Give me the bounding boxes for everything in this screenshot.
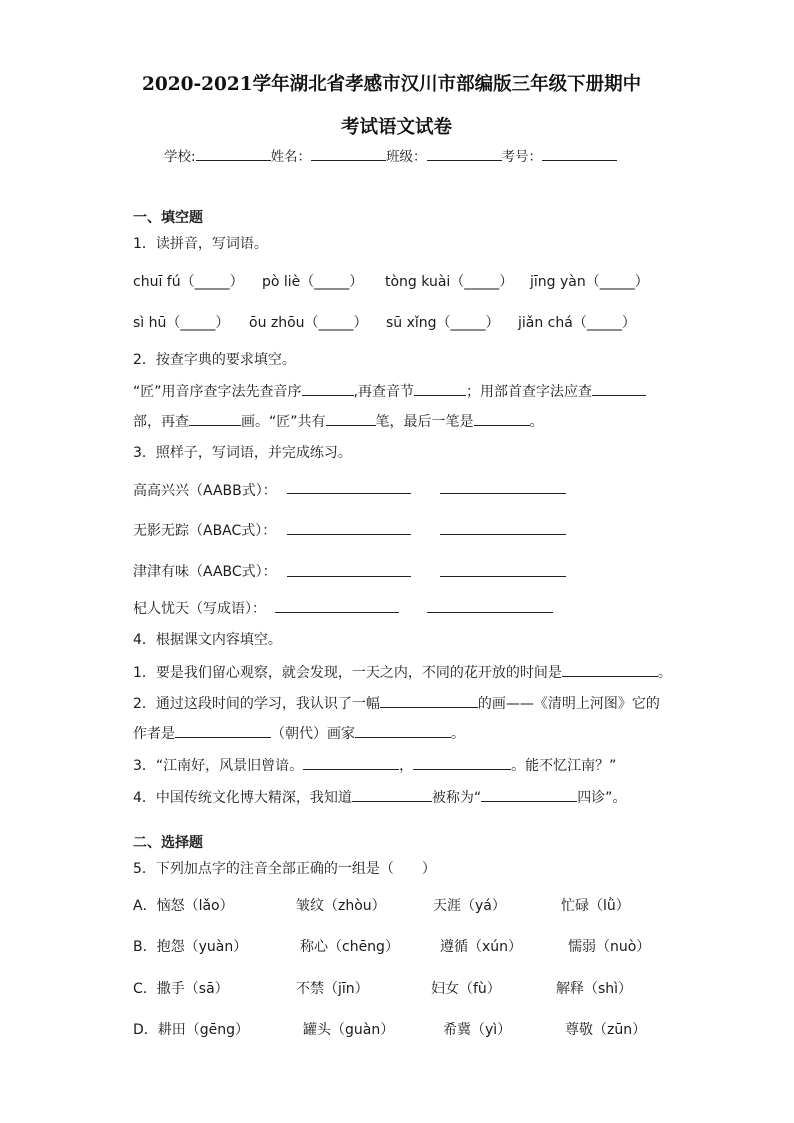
option-a-item: 皱纹（zhòu）	[296, 898, 386, 914]
option-c-item: 不禁（jīn）	[296, 981, 369, 997]
q4-text: （朝代）画家	[271, 726, 355, 742]
option-a-item[interactable]: A．恼怒（lǎo）	[133, 898, 234, 914]
pinyin-item: jiǎn chá（_____）	[518, 315, 636, 331]
exam-title-line2: 考试语文试卷	[341, 117, 453, 138]
q4-sentence-1	[133, 661, 672, 682]
option-c-item[interactable]: C．撒手（sā）	[133, 981, 229, 997]
answer-blank[interactable]	[189, 410, 241, 426]
answer-blank[interactable]	[440, 576, 566, 577]
q2-text: ；用部首查字法应查	[465, 384, 592, 400]
q4-sentence-4	[133, 786, 626, 807]
answer-blank[interactable]	[440, 493, 566, 494]
answer-blank[interactable]	[380, 692, 478, 708]
q2-text: 画。“匠”共有	[241, 414, 326, 430]
pinyin-item: sì hū（_____）	[133, 315, 230, 331]
answer-blank[interactable]	[352, 786, 432, 802]
question-2-line2	[133, 410, 544, 431]
q4-text: 1．要是我们留心观察，就会发现，一天之内，不同的花开放的时间是	[133, 665, 562, 681]
q4-text: 被称为“	[431, 790, 482, 806]
pinyin-item: tòng kuài（_____）	[385, 274, 514, 290]
exam-title-line1: 2020-2021学年湖北省孝感市汉川市部编版三年级下册期中	[142, 74, 642, 95]
option-b-item: 懦弱（nuò）	[568, 939, 651, 955]
question-2-line1	[133, 380, 646, 401]
q4-text: 作者是	[133, 726, 175, 742]
q2-text: 部，再查	[133, 414, 189, 430]
option-b-item: 遵循（xún）	[440, 939, 523, 955]
q4-sentence-3	[133, 754, 616, 775]
question-4-prompt: 4．根据课文内容填空。	[133, 632, 282, 648]
question-2-prompt: 2．按查字典的要求填空。	[133, 352, 296, 368]
answer-blank[interactable]	[592, 380, 646, 396]
section-heading-fill-blank: 一、填空题	[133, 210, 203, 226]
pinyin-item: chuī fú（_____）	[133, 274, 244, 290]
option-d-item: 罐头（guàn）	[303, 1022, 395, 1038]
class-label: 班级：	[386, 149, 427, 165]
option-d-item[interactable]: D．耕田（gēng）	[133, 1022, 250, 1038]
answer-blank[interactable]	[287, 576, 411, 577]
answer-blank[interactable]	[474, 410, 530, 426]
answer-blank[interactable]	[326, 410, 376, 426]
q4-text: 4．中国传统文化博大精深，我知道	[133, 790, 352, 806]
class-field[interactable]	[427, 145, 502, 161]
number-field[interactable]	[542, 145, 617, 161]
section-heading-multiple-choice: 二、选择题	[133, 835, 203, 851]
q4-text: 的画——《清明上河图》它的	[477, 696, 660, 712]
school-field[interactable]	[196, 145, 271, 161]
answer-blank[interactable]	[303, 754, 399, 770]
question-1-prompt: 1．读拼音，写词语。	[133, 236, 268, 252]
q4-text: 四诊”。	[577, 790, 627, 806]
q2-text: “匠”用音序查字法先查音序	[133, 384, 302, 400]
student-info-line	[164, 145, 617, 165]
school-label: 学校:	[164, 149, 196, 165]
q3-item-label: 高高兴兴（AABB式）：	[133, 483, 277, 499]
option-b-item: 称心（chēng）	[300, 939, 399, 955]
number-label: 考号：	[501, 149, 543, 165]
q4-text: 。	[657, 665, 672, 681]
answer-blank[interactable]	[413, 754, 511, 770]
q4-text: 。	[451, 726, 465, 742]
answer-blank[interactable]	[427, 612, 553, 613]
q4-text: ，	[399, 758, 414, 774]
name-label: 姓名：	[270, 149, 312, 165]
answer-blank[interactable]	[481, 786, 577, 802]
answer-blank[interactable]	[275, 612, 399, 613]
answer-blank[interactable]	[175, 722, 271, 738]
option-a-item: 忙碌（lǜ）	[561, 898, 630, 914]
q2-text: 。	[529, 414, 544, 430]
q4-text: 2．通过这段时间的学习，我认识了一幅	[133, 696, 380, 712]
q4-text: 3．“江南好，风景旧曾谙。	[133, 758, 304, 774]
q3-item-label: 杞人忧天（写成语）：	[133, 601, 266, 617]
answer-blank[interactable]	[562, 661, 658, 677]
pinyin-item: ōu zhōu（_____）	[249, 315, 368, 331]
q2-text: 笔，最后一笔是	[375, 414, 474, 430]
q3-item-label: 无影无踪（ABAC式）：	[133, 523, 277, 539]
question-5-prompt: 5．下列加点字的注音全部正确的一组是（ ）	[133, 861, 436, 877]
answer-blank[interactable]	[414, 380, 466, 396]
q3-item-label: 津津有味（AABC式）：	[133, 564, 277, 580]
q4-sentence-2	[133, 692, 660, 713]
q2-text: ,再查音节	[353, 384, 414, 400]
option-c-item: 解释（shì）	[556, 981, 633, 997]
option-b-item[interactable]: B．抱怨（yuàn）	[133, 939, 248, 955]
pinyin-item: jīng yàn（_____）	[530, 274, 649, 290]
answer-blank[interactable]	[440, 534, 566, 535]
question-3-prompt: 3．照样子，写词语，并完成练习。	[133, 445, 352, 461]
answer-blank[interactable]	[287, 493, 411, 494]
option-d-item: 尊敬（zūn）	[565, 1022, 647, 1038]
pinyin-item: pò liè（_____）	[262, 274, 364, 290]
q4-text: 。能不忆江南？”	[511, 758, 617, 774]
q4-sentence-2-cont	[133, 722, 465, 743]
option-d-item: 希冀（yì）	[443, 1022, 512, 1038]
option-a-item: 天涯（yá）	[433, 898, 506, 914]
pinyin-item: sū xǐng（_____）	[386, 315, 500, 331]
answer-blank[interactable]	[287, 534, 411, 535]
answer-blank[interactable]	[355, 722, 451, 738]
option-c-item: 妇女（fù）	[431, 981, 501, 997]
name-field[interactable]	[311, 145, 386, 161]
answer-blank[interactable]	[302, 380, 354, 396]
